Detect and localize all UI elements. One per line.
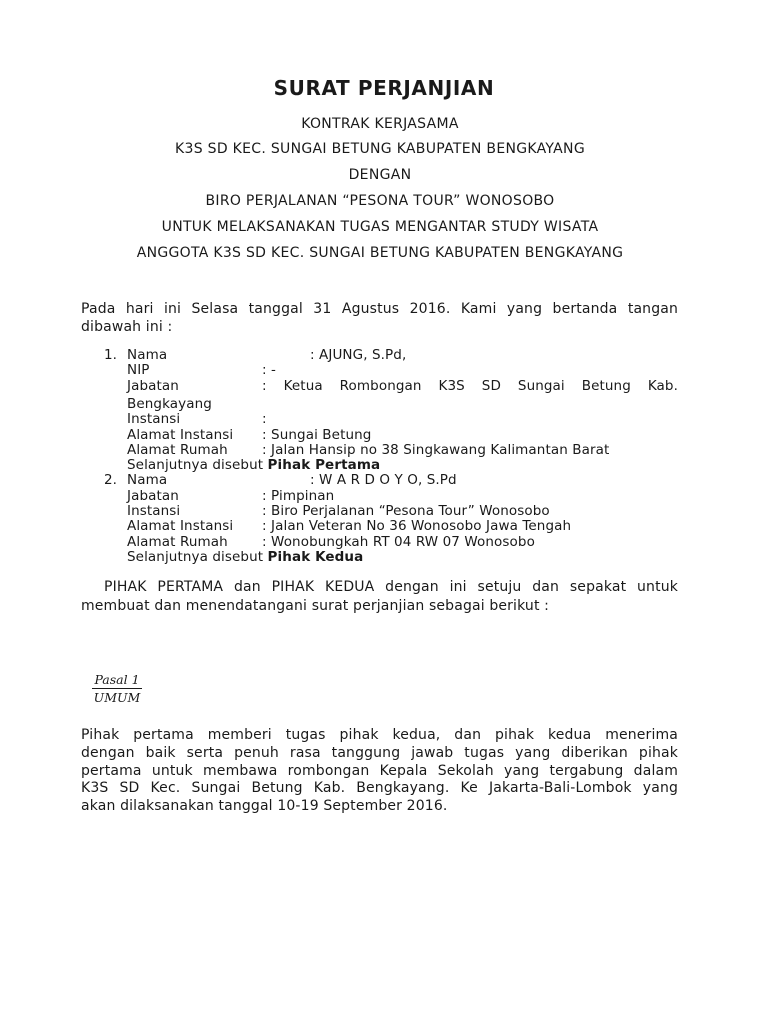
party-2-jabatan-value: : Pimpinan: [262, 488, 335, 504]
party-1-jabatan-label: Jabatan: [127, 378, 179, 394]
header-line-second-party: BIRO PERJALANAN “PESONA TOUR” WONOSOBO: [205, 193, 555, 209]
party-1-jabatan-value: : Ketua Rombongan K3S SD Sungai Betung Kab.: [262, 378, 678, 394]
header-line-with: DENGAN: [348, 167, 412, 183]
party-2-alamat-instansi-label: Alamat Instansi: [127, 518, 234, 534]
party-2-instansi-value: : Biro Perjalanan “Pesona Tour” Wonosobo: [262, 503, 550, 519]
party-1-designation-name: Pihak Pertama: [267, 457, 381, 473]
party-2-alamat-rumah-label: Alamat Rumah: [127, 534, 228, 550]
party-1-alamat-instansi-label: Alamat Instansi: [127, 427, 234, 443]
header-line-first-party: K3S SD KEC. SUNGAI BETUNG KABUPATEN BENGKAYANG: [175, 141, 585, 157]
body-line-3: pertama untuk membawa rombongan Kepala Sekolah yang tergabung dalam: [81, 763, 678, 779]
pasal-title: UMUM: [93, 690, 141, 705]
document-title: SURAT PERJANJIAN: [273, 76, 495, 100]
party-2-jabatan-label: Jabatan: [127, 488, 179, 504]
party-2-alamat-rumah-value: : Wonobungkah RT 04 RW 07 Wonosobo: [262, 534, 535, 550]
party-1-nip-value: : -: [262, 362, 277, 378]
party-2-designation-prefix: Selanjutnya disebut: [127, 549, 268, 565]
party-1-instansi-value: :: [262, 411, 267, 427]
party-1-designation-prefix: Selanjutnya disebut: [127, 457, 268, 473]
pasal-heading: [90, 672, 144, 705]
intro-line-1: Pada hari ini Selasa tanggal 31 Agustus 2016. Kami yang bertanda tangan: [81, 301, 678, 317]
body-line-1: Pihak pertama memberi tugas pihak kedua, dan pihak kedua menerima: [81, 727, 678, 743]
agreement-line-2: membuat dan menendatangani surat perjanjian sebagai berikut :: [81, 598, 550, 614]
party-1-number: 1.: [104, 347, 117, 363]
header-line-members: ANGGOTA K3S SD KEC. SUNGAI BETUNG KABUPATEN BENGKAYANG: [136, 245, 624, 261]
party-2-alamat-instansi-value: : Jalan Veteran No 36 Wonosobo Jawa Tengah: [262, 518, 572, 534]
body-line-5: akan dilaksanakan tanggal 10-19 September 2016.: [81, 798, 448, 814]
party-1-jabatan-continued: Bengkayang: [127, 396, 212, 412]
party-1-nip-label: NIP: [127, 362, 150, 378]
party-2-instansi-label: Instansi: [127, 503, 181, 519]
party-1-alamat-rumah-value: : Jalan Hansip no 38 Singkawang Kalimantan Barat: [262, 442, 610, 458]
header-line-contract: KONTRAK KERJASAMA: [301, 116, 459, 132]
party-1-designation: [127, 457, 380, 473]
agreement-line-1: PIHAK PERTAMA dan PIHAK KEDUA dengan ini setuju dan sepakat untuk: [104, 579, 678, 595]
party-1-alamat-instansi-value: : Sungai Betung: [262, 427, 372, 443]
party-2-nama-label: Nama: [127, 472, 168, 488]
party-1-instansi-label: Instansi: [127, 411, 181, 427]
body-line-4: K3S SD Kec. Sungai Betung Kab. Bengkayang. Ke Jakarta-Bali-Lombok yang: [81, 780, 678, 796]
party-1-alamat-rumah-label: Alamat Rumah: [127, 442, 228, 458]
pasal-number: Pasal 1: [94, 672, 140, 687]
body-line-2: dengan baik serta penuh rasa tanggung jawab tugas yang diberikan pihak: [81, 745, 678, 761]
intro-line-2: dibawah ini :: [81, 319, 173, 335]
header-line-purpose: UNTUK MELAKSANAKAN TUGAS MENGANTAR STUDY WISATA: [161, 219, 599, 235]
party-2-designation-name: Pihak Kedua: [267, 549, 364, 565]
party-2-number: 2.: [104, 472, 117, 488]
party-2-designation: [127, 549, 363, 565]
party-1-nama-value: : AJUNG, S.Pd,: [310, 347, 407, 363]
party-1-nama-label: Nama: [127, 347, 168, 363]
party-2-nama-value: : W A R D O Y O, S.Pd: [310, 472, 457, 488]
